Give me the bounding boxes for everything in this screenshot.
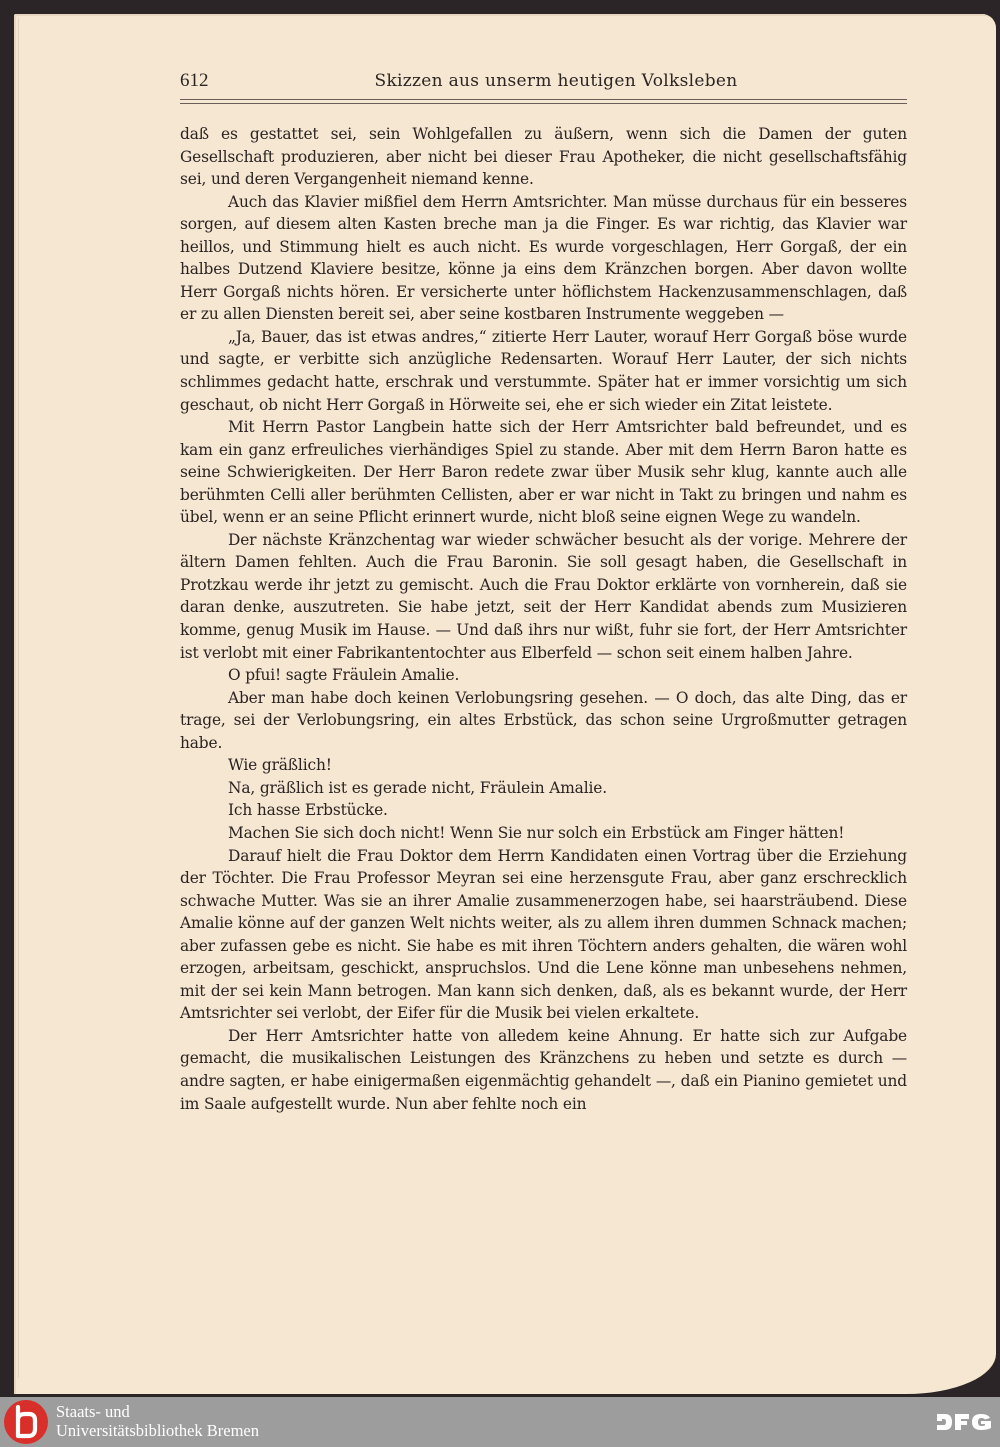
paragraph: „Ja, Bauer, das ist etwas andres,“ zitierte Herr Lauter, worauf Herr Gorgaß böse wurde und sagte, er verbitte sich anzügliche Redensarten. Worauf Herr Lauter, der sich nichts schlimmes gedacht hatte, erschrak und verstummte. Später hat er immer vorsichtig um sich geschaut, ob nicht Herr Gorgaß in Hörweite sei, ehe er sich wieder ein Zitat leistete. [180, 327, 907, 414]
paragraph: Na, gräßlich ist es gerade nicht, Fräulein Amalie. [228, 778, 607, 797]
page-number: 612 [180, 70, 209, 91]
paragraph: Der nächste Kränzchentag war wieder schwächer besucht als der vorige. Mehrere der ältern Damen fehlten. Auch die Frau Baronin. Sie soll gesagt haben, die Gesellschaft in Protzkau werde ihr jetzt zu gemischt. Auch die Frau Doktor erklärte von vornherein, daß sie daran denke, auszutreten. Sie habe jetzt, seit der Herr Kandidat abends zum Musizieren komme, genug Musik im Hause. — Und daß ihrs nur wißt, fuhr sie fort, der Herr Amtsrichter ist verlobt mit einer Fabrikantentochter aus Elberfeld — schon seit einem halben Jahre. [180, 530, 907, 662]
body-text [180, 123, 907, 1115]
paragraph: Machen Sie sich doch nicht! Wenn Sie nur solch ein Erbstück am Finger hätten! [228, 823, 845, 842]
running-title: Skizzen aus unserm heutigen Volksleben [374, 71, 738, 91]
paragraph: Darauf hielt die Frau Doktor dem Herrn Kandidaten einen Vortrag über die Erziehung der Töchter. Die Frau Professor Meyran sei eine herzensgute Frau, aber ganz erschrecklich schwache Mutter. Was sie an ihrer Amalie zusammenerzogen habe, sei haarsträubend. Diese Amalie könne auf der ganzen Welt nichts weiter, als zu allem ihren dummen Schnack machen; aber zufassen gebe es nicht. Sie habe es mit ihren Töchtern anders gehalten, die wären wohl erzogen, arbeitsam, geschickt, anspruchslos. Und die Lene könne man unbesehens nehmen, mit der sei kein Mann betrogen. Man kann sich denken, daß, als es bekannt wurde, der Herr Amtsrichter sei verlobt, der Eifer für die Musik bei vielen erkaltete. [180, 846, 907, 1023]
paragraph: Mit Herrn Pastor Langbein hatte sich der Herr Amtsrichter bald befreundet, und es kam ein ganz erfreuliches vierhändiges Spiel zu stande. Aber mit dem Herrn Baron hatte es seine Schwierigkeiten. Der Herr Baron redete zwar über Musik sehr klug, kannte auch alle berühmten Celli aller berühmten Cellisten, aber er war nicht in Takt zu bringen und nahm es übel, wenn er an seine Pflicht erinnert wurde, nicht bloß seine eignen Wege zu wandeln. [180, 418, 907, 527]
library-name-line1: Staats- und [56, 1402, 130, 1421]
paragraph: Ich hasse Erbstücke. [228, 801, 388, 820]
library-name-line2: Universitätsbibliothek Bremen [56, 1421, 260, 1440]
library-logo-icon[interactable] [4, 1400, 48, 1444]
header-double-rule [180, 99, 907, 104]
footer-bar [0, 1397, 1000, 1447]
library-name[interactable] [56, 1402, 259, 1440]
paragraph: Der Herr Amtsrichter hatte von alledem keine Ahnung. Er hatte sich zur Aufgabe gemacht, die musikalischen Leistungen des Kränzchens zu heben und setzte es durch — andre sagten, er habe einigermaßen eigenmächtig gehandelt —, daß ein Pianino gemietet und im Saale aufgestellt wurde. Nun aber fehlte noch ein [180, 1026, 907, 1113]
paragraph: Auch das Klavier mißfiel dem Herrn Amtsrichter. Man müsse durchaus für ein besseres sorgen, auf diesem alten Kasten breche man ja die Finger. Es war richtig, das Klavier war heillos, und Stimmung hielt es auch nicht. Es wurde vorgeschlagen, Herr Gorgaß, der ein halbes Dutzend Klaviere besitze, könne ja eins dem Kränzchen borgen. Aber davon wollte Herr Gorgaß nichts hören. Er versicherte unter höflichstem Hackenzusammenschlagen, daß er zu allen Diensten bereit sei, aber seine kostbaren Instrumente weggeben — [180, 192, 907, 324]
running-head [166, 70, 906, 96]
paragraph: O pfui! sagte Fräulein Amalie. [228, 666, 460, 685]
letter-b-icon [4, 1400, 48, 1444]
paragraph: Wie gräßlich! [228, 756, 332, 775]
paragraph: Aber man habe doch keinen Verlobungsring gesehen. — O doch, das alte Ding, das er trage, sei der Verlobungsring, ein altes Erbstück, das schon seine Urgroßmutter getragen habe. [180, 688, 907, 752]
paragraph: daß es gestattet sei, sein Wohlgefallen zu äußern, wenn sich die Damen der guten Gesellschaft produzieren, aber nicht bei dieser Frau Apotheker, die nicht gesellschaftsfähig sei, und deren Vergangenheit niemand kenne. [180, 125, 907, 189]
dfg-logo-icon[interactable] [936, 1412, 992, 1432]
